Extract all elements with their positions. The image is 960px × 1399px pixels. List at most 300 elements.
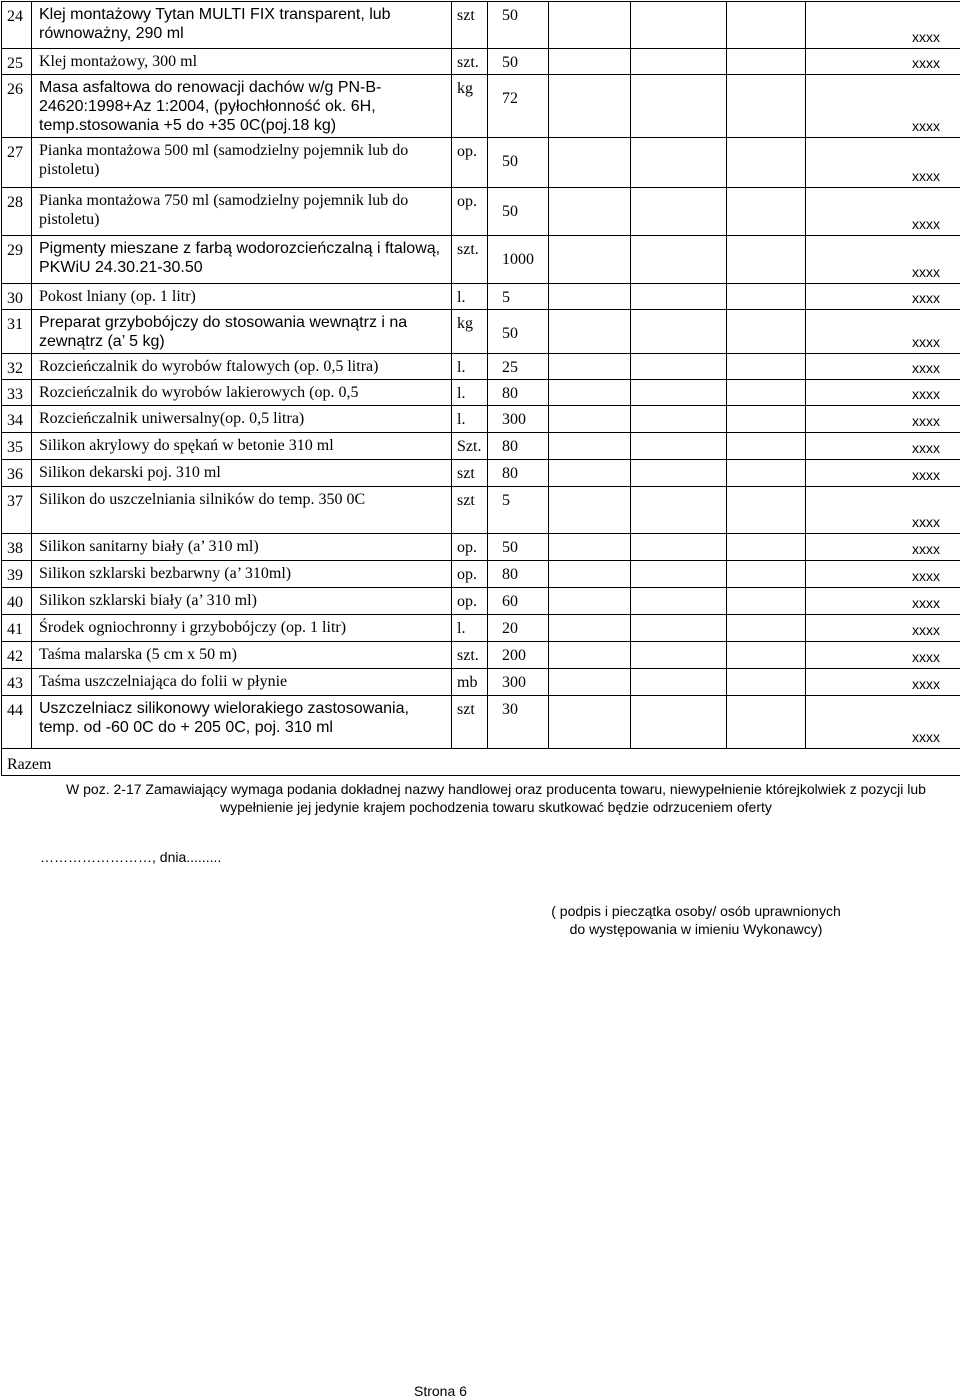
footnote: W poz. 2-17 Zamawiający wymaga podania dokładnej nazwy handlowej oraz producenta towaru, niewypełnienie którejkolwiek z pozycji lub wypełnienie jej jedynie krajem pochodzenia towaru skutkować będzie odrzuceniem oferty (66, 781, 926, 815)
placeholder-value-text: xxxx (912, 386, 940, 402)
table-row (2, 588, 960, 615)
item-quantity (488, 310, 549, 354)
empty-cell (631, 696, 727, 749)
item-unit-text: kg (457, 315, 473, 332)
table-row (2, 561, 960, 588)
item-name (32, 561, 452, 588)
item-unit (452, 460, 488, 487)
empty-cell (631, 561, 727, 588)
placeholder-value-text: xxxx (912, 168, 940, 184)
empty-cell (631, 75, 727, 138)
empty-cell (631, 188, 727, 236)
table-row (2, 696, 960, 749)
empty-cell (631, 310, 727, 354)
item-unit-text: op. (457, 593, 477, 610)
empty-cell (549, 236, 631, 284)
total-row (2, 749, 960, 776)
placeholder-value-text: xxxx (912, 649, 940, 665)
row-number-text: 24 (7, 8, 23, 25)
item-quantity-text: 50 (502, 325, 518, 342)
empty-cell (549, 138, 631, 188)
item-unit (452, 642, 488, 669)
item-unit-text: op. (457, 566, 477, 583)
item-quantity-text: 50 (502, 203, 518, 220)
empty-cell (549, 406, 631, 433)
item-quantity (488, 433, 549, 460)
empty-cell (727, 49, 806, 75)
item-quantity (488, 696, 549, 749)
item-unit (452, 354, 488, 380)
item-quantity-text: 80 (502, 465, 518, 482)
table-row (2, 534, 960, 561)
placeholder-value-text: xxxx (912, 216, 940, 232)
item-unit-text: l. (457, 411, 466, 428)
item-unit-text: szt. (457, 647, 479, 664)
empty-cell (727, 75, 806, 138)
table-row (2, 460, 960, 487)
empty-cell (631, 615, 727, 642)
item-unit (452, 138, 488, 188)
row-number-text: 31 (7, 316, 23, 333)
row-number (2, 49, 32, 75)
item-unit (452, 2, 488, 49)
item-name-text: Silikon akrylowy do spękań w betonie 310 ml (39, 437, 334, 454)
item-unit-text: l. (457, 385, 466, 402)
item-name-text: Silikon sanitarny biały (a’ 310 ml) (39, 538, 259, 555)
item-quantity (488, 615, 549, 642)
row-number (2, 615, 32, 642)
empty-cell (631, 669, 727, 696)
item-unit (452, 615, 488, 642)
item-quantity (488, 561, 549, 588)
item-quantity-text: 80 (502, 385, 518, 402)
item-unit (452, 534, 488, 561)
row-number-text: 42 (7, 648, 23, 665)
placeholder-value (806, 354, 960, 380)
empty-cell (727, 354, 806, 380)
item-unit-text: l. (457, 620, 466, 637)
empty-cell (727, 460, 806, 487)
item-quantity-text: 25 (502, 359, 518, 376)
item-quantity-text: 300 (502, 411, 526, 428)
item-quantity-text: 50 (502, 7, 518, 24)
item-name (32, 354, 452, 380)
placeholder-value-text: xxxx (912, 29, 940, 45)
row-number-text: 38 (7, 540, 23, 557)
row-number-text: 33 (7, 386, 23, 403)
item-name (32, 696, 452, 749)
item-unit (452, 236, 488, 284)
placeholder-value (806, 588, 960, 615)
row-number-text: 30 (7, 290, 23, 307)
item-name (32, 236, 452, 284)
item-unit (452, 561, 488, 588)
placeholder-value-text: xxxx (912, 264, 940, 280)
row-number (2, 236, 32, 284)
placeholder-value (806, 236, 960, 284)
empty-cell (549, 534, 631, 561)
item-name-text: Masa asfaltowa do renowacji dachów w/g PN-B-24620:1998+Az 1:2004, (pyłochłonność ok. 6H, temp.stosowania +5 do +35 0C(poj.18 kg) (39, 79, 382, 134)
row-number (2, 188, 32, 236)
item-unit-text: mb (457, 674, 478, 691)
total-label: Razem (2, 749, 960, 776)
row-number (2, 380, 32, 406)
item-name (32, 75, 452, 138)
item-quantity-text: 50 (502, 54, 518, 71)
table-row (2, 406, 960, 433)
item-unit-text: op. (457, 539, 477, 556)
placeholder-value-text: xxxx (912, 729, 940, 745)
empty-cell (727, 310, 806, 354)
empty-cell (549, 642, 631, 669)
item-unit-text: op. (457, 143, 477, 160)
placeholder-value (806, 49, 960, 75)
table-row (2, 236, 960, 284)
empty-cell (727, 433, 806, 460)
placeholder-value (806, 310, 960, 354)
empty-cell (727, 669, 806, 696)
row-number-text: 26 (7, 81, 23, 98)
item-name (32, 534, 452, 561)
item-name (32, 669, 452, 696)
empty-cell (631, 534, 727, 561)
item-unit-text: szt. (457, 54, 479, 71)
placeholder-value (806, 669, 960, 696)
placeholder-value (806, 642, 960, 669)
item-name (32, 138, 452, 188)
items-table (1, 1, 960, 776)
empty-cell (549, 487, 631, 534)
row-number-text: 41 (7, 621, 23, 638)
signature-block: ( podpis i pieczątka osoby/ osób uprawnionych do występowania w imieniu Wykonawcy) (551, 903, 841, 937)
item-name (32, 460, 452, 487)
empty-cell (727, 2, 806, 49)
item-quantity (488, 380, 549, 406)
placeholder-value-text: xxxx (912, 514, 940, 530)
empty-cell (631, 433, 727, 460)
item-name-text: Taśma malarska (5 cm x 50 m) (39, 646, 237, 663)
row-number (2, 406, 32, 433)
item-quantity-text: 1000 (502, 251, 534, 268)
row-number-text: 37 (7, 493, 23, 510)
item-unit-text: szt (457, 465, 475, 482)
empty-cell (549, 696, 631, 749)
row-number-text: 43 (7, 675, 23, 692)
placeholder-value (806, 406, 960, 433)
placeholder-value (806, 561, 960, 588)
empty-cell (549, 310, 631, 354)
item-unit (452, 696, 488, 749)
placeholder-value-text: xxxx (912, 440, 940, 456)
row-number (2, 487, 32, 534)
item-unit-text: l. (457, 359, 466, 376)
item-unit-text: szt (457, 701, 475, 718)
item-name-text: Rozcieńczalnik do wyrobów lakierowych (op. 0,5 (39, 384, 359, 401)
item-unit (452, 380, 488, 406)
placeholder-value (806, 460, 960, 487)
item-unit-text: kg (457, 80, 473, 97)
item-quantity (488, 534, 549, 561)
item-quantity-text: 200 (502, 647, 526, 664)
row-number-text: 44 (7, 702, 23, 719)
empty-cell (549, 380, 631, 406)
empty-cell (727, 236, 806, 284)
empty-cell (631, 642, 727, 669)
row-number-text: 39 (7, 567, 23, 584)
row-number-text: 35 (7, 439, 23, 456)
item-name (32, 310, 452, 354)
item-quantity (488, 284, 549, 310)
items-table-body (2, 2, 960, 776)
item-name-text: Rozcieńczalnik uniwersalny(op. 0,5 litra) (39, 410, 305, 427)
item-unit-text: l. (457, 289, 466, 306)
empty-cell (727, 138, 806, 188)
item-name-text: Klej montażowy Tytan MULTI FIX transparent, lub równoważny, 290 ml (39, 6, 391, 42)
item-name (32, 487, 452, 534)
table-row (2, 310, 960, 354)
table-row (2, 354, 960, 380)
row-number (2, 642, 32, 669)
empty-cell (631, 460, 727, 487)
row-number (2, 588, 32, 615)
empty-cell (631, 284, 727, 310)
empty-cell (727, 696, 806, 749)
table-row (2, 49, 960, 75)
row-number-text: 28 (7, 194, 23, 211)
empty-cell (727, 406, 806, 433)
item-name (32, 2, 452, 49)
row-number (2, 354, 32, 380)
empty-cell (727, 642, 806, 669)
item-name (32, 433, 452, 460)
row-number-text: 25 (7, 55, 23, 72)
table-row (2, 433, 960, 460)
empty-cell (549, 75, 631, 138)
empty-cell (727, 188, 806, 236)
empty-cell (727, 487, 806, 534)
item-name-text: Pianka montażowa 500 ml (samodzielny pojemnik lub do pistoletu) (39, 142, 409, 178)
item-unit-text: szt. (457, 241, 479, 258)
empty-cell (631, 487, 727, 534)
empty-cell (631, 354, 727, 380)
item-name (32, 642, 452, 669)
empty-cell (631, 406, 727, 433)
item-unit-text: op. (457, 193, 477, 210)
empty-cell (631, 380, 727, 406)
item-quantity (488, 354, 549, 380)
row-number (2, 2, 32, 49)
row-number (2, 460, 32, 487)
row-number (2, 561, 32, 588)
placeholder-value (806, 284, 960, 310)
empty-cell (549, 354, 631, 380)
row-number-text: 36 (7, 466, 23, 483)
placeholder-value-text: xxxx (912, 334, 940, 350)
empty-cell (549, 433, 631, 460)
empty-cell (549, 615, 631, 642)
table-row (2, 138, 960, 188)
placeholder-value-text: xxxx (912, 467, 940, 483)
placeholder-value (806, 433, 960, 460)
empty-cell (549, 588, 631, 615)
placeholder-value (806, 615, 960, 642)
empty-cell (549, 49, 631, 75)
placeholder-value-text: xxxx (912, 676, 940, 692)
placeholder-value-text: xxxx (912, 622, 940, 638)
item-name-text: Silikon dekarski poj. 310 ml (39, 464, 221, 481)
page-number: Strona 6 (414, 1383, 467, 1399)
item-quantity-text: 60 (502, 593, 518, 610)
item-quantity-text: 50 (502, 539, 518, 556)
item-name-text: Pokost lniany (op. 1 litr) (39, 288, 196, 305)
placeholder-value-text: xxxx (912, 595, 940, 611)
empty-cell (549, 284, 631, 310)
empty-cell (727, 588, 806, 615)
placeholder-value-text: xxxx (912, 541, 940, 557)
placeholder-value-text: xxxx (912, 290, 940, 306)
table-row (2, 284, 960, 310)
placeholder-value-text: xxxx (912, 55, 940, 71)
item-quantity (488, 138, 549, 188)
empty-cell (631, 236, 727, 284)
item-quantity (488, 49, 549, 75)
item-quantity-text: 5 (502, 289, 510, 306)
table-row (2, 642, 960, 669)
placeholder-value (806, 138, 960, 188)
placeholder-value (806, 2, 960, 49)
empty-cell (631, 588, 727, 615)
item-name (32, 284, 452, 310)
empty-cell (549, 2, 631, 49)
item-unit (452, 669, 488, 696)
placeholder-value-text: xxxx (912, 360, 940, 376)
item-name-text: Uszczelniacz silikonowy wielorakiego zastosowania, temp. od -60 0C do + 205 0C, poj. 310 ml (39, 700, 409, 736)
row-number-text: 40 (7, 594, 23, 611)
item-quantity-text: 72 (502, 90, 518, 107)
table-row (2, 2, 960, 49)
empty-cell (727, 561, 806, 588)
table-row (2, 669, 960, 696)
date-line: ……………………, dnia......... (40, 849, 222, 865)
item-unit (452, 75, 488, 138)
item-quantity-text: 80 (502, 438, 518, 455)
item-quantity (488, 2, 549, 49)
item-name-text: Silikon szklarski biały (a’ 310 ml) (39, 592, 257, 609)
placeholder-value (806, 487, 960, 534)
row-number-text: 32 (7, 360, 23, 377)
item-quantity (488, 236, 549, 284)
item-unit (452, 49, 488, 75)
item-unit (452, 487, 488, 534)
placeholder-value-text: xxxx (912, 568, 940, 584)
empty-cell (727, 534, 806, 561)
table-row (2, 615, 960, 642)
item-name-text: Pigmenty mieszane z farbą wodorozcieńczalną i ftalową, PKWiU 24.30.21-30.50 (39, 240, 441, 276)
table-row (2, 487, 960, 534)
item-unit (452, 406, 488, 433)
item-unit-text: szt (457, 492, 475, 509)
empty-cell (727, 380, 806, 406)
empty-cell (631, 2, 727, 49)
placeholder-value (806, 534, 960, 561)
item-quantity (488, 669, 549, 696)
empty-cell (631, 138, 727, 188)
row-number-text: 29 (7, 242, 23, 259)
row-number (2, 284, 32, 310)
item-name-text: Taśma uszczelniająca do folii w płynie (39, 673, 288, 690)
item-quantity (488, 406, 549, 433)
empty-cell (631, 49, 727, 75)
item-unit-text: Szt. (457, 438, 482, 455)
placeholder-value (806, 188, 960, 236)
item-name-text: Preparat grzybobójczy do stosowania wewnątrz i na zewnątrz (a’ 5 kg) (39, 314, 408, 350)
empty-cell (549, 188, 631, 236)
row-number (2, 310, 32, 354)
placeholder-value (806, 75, 960, 138)
item-unit (452, 433, 488, 460)
table-row (2, 188, 960, 236)
item-quantity (488, 460, 549, 487)
item-name (32, 588, 452, 615)
item-name (32, 615, 452, 642)
item-quantity-text: 20 (502, 620, 518, 637)
row-number-text: 27 (7, 144, 23, 161)
item-quantity-text: 80 (502, 566, 518, 583)
item-name-text: Klej montażowy, 300 ml (39, 53, 198, 70)
item-quantity (488, 188, 549, 236)
item-name (32, 188, 452, 236)
empty-cell (727, 615, 806, 642)
empty-cell (549, 460, 631, 487)
placeholder-value (806, 380, 960, 406)
row-number (2, 696, 32, 749)
row-number (2, 534, 32, 561)
empty-cell (549, 561, 631, 588)
item-name-text: Silikon do uszczelniania silników do temp. 350 0C (39, 491, 366, 508)
item-unit (452, 284, 488, 310)
item-quantity (488, 588, 549, 615)
item-quantity-text: 300 (502, 674, 526, 691)
item-name (32, 406, 452, 433)
item-quantity (488, 487, 549, 534)
item-name (32, 380, 452, 406)
item-unit (452, 188, 488, 236)
table-row (2, 75, 960, 138)
row-number (2, 75, 32, 138)
row-number (2, 433, 32, 460)
item-name (32, 49, 452, 75)
item-name-text: Środek ogniochronny i grzybobójczy (op. 1 litr) (39, 619, 347, 636)
placeholder-value-text: xxxx (912, 413, 940, 429)
item-unit (452, 588, 488, 615)
item-name-text: Rozcieńczalnik do wyrobów ftalowych (op. 0,5 litra) (39, 358, 379, 375)
row-number (2, 138, 32, 188)
item-quantity-text: 50 (502, 153, 518, 170)
row-number-text: 34 (7, 412, 23, 429)
item-quantity-text: 5 (502, 492, 510, 509)
row-number (2, 669, 32, 696)
placeholder-value (806, 696, 960, 749)
item-unit-text: szt (457, 7, 475, 24)
item-name-text: Silikon szklarski bezbarwny (a’ 310ml) (39, 565, 292, 582)
item-quantity (488, 642, 549, 669)
empty-cell (727, 284, 806, 310)
empty-cell (549, 669, 631, 696)
item-unit (452, 310, 488, 354)
item-quantity (488, 75, 549, 138)
item-quantity-text: 30 (502, 701, 518, 718)
placeholder-value-text: xxxx (912, 118, 940, 134)
